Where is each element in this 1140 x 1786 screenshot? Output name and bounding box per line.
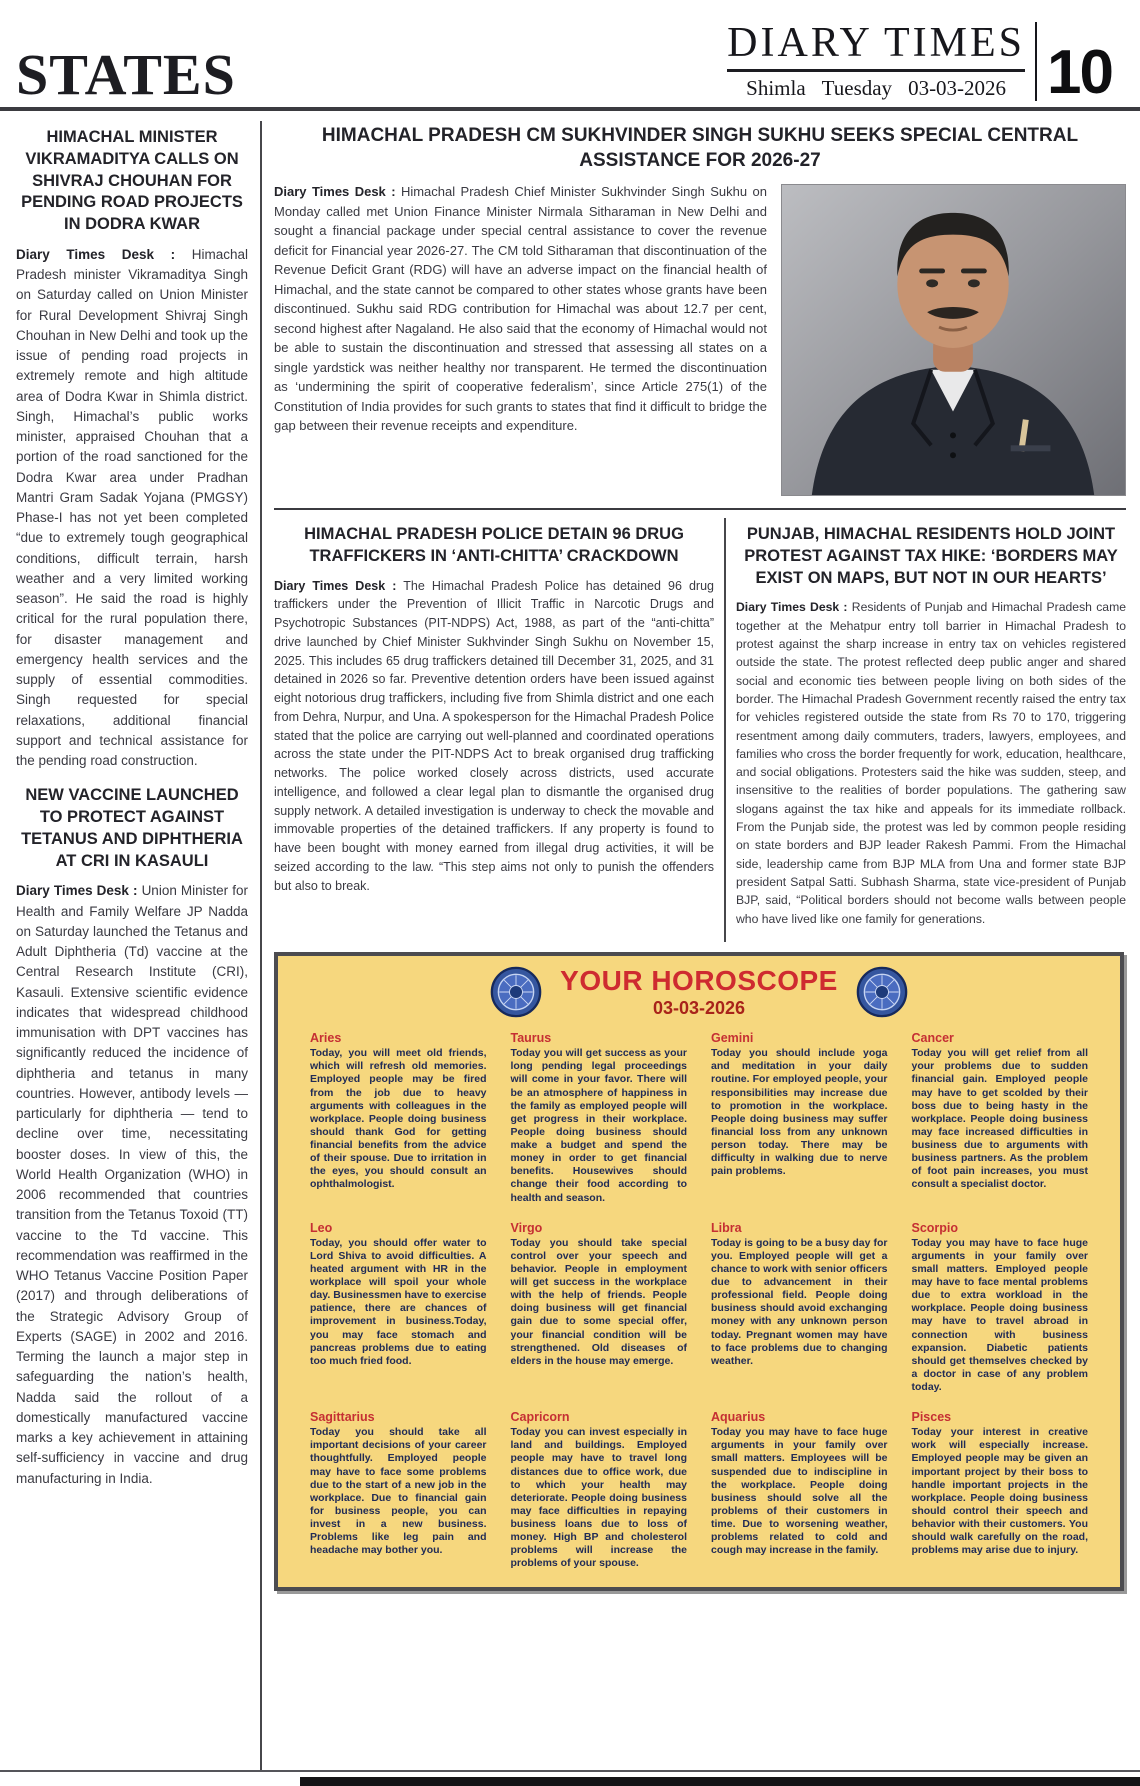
- horoscope-header: [278, 956, 1120, 1019]
- article-minister-roads: [16, 127, 248, 771]
- article-body: [16, 245, 248, 772]
- zodiac-wheel-icon: [490, 966, 542, 1018]
- sign-text: Today your interest in creative work will especially increase. Employed people may be given an important project by their boss to handle important projects in the workplace. People doing business should control their speech and behavior with their customers. You should walk carefully on the road, problems may arise due to injury.: [911, 1426, 1088, 1557]
- horoscope-title: YOUR HOROSCOPE: [560, 964, 838, 996]
- article-body: [16, 881, 248, 1489]
- sign-name: Taurus: [510, 1031, 552, 1046]
- page-footer: [0, 1770, 1140, 1786]
- sign-name: Aquarius: [711, 1410, 766, 1425]
- footer-bar: [300, 1777, 1140, 1786]
- article-body-text: Residents of Punjab and Himachal Pradesh came together at the Mehatpur entry toll barrier in Himachal Pradesh to protest against the sharp increase in entry tax on vehicles registered outside the state. The protest reflected deep public anger and shared social and economic ties between people living on both sides of the border. The Himachal Pradesh Government recently raised the entry tax for vehicles registered outside the state from Rs 70 to 170, triggering resentment among daily commuters, traders, lawyers, employees, and families who cross the border frequently for work, education, healthcare, and social obligations. Protesters said the hike was sudden, steep, and insensitive to the realities of border populations. The gathering saw slogans against the tax hike and appeals for its immediate rollback. From the Punjab side, the protest was led by common people residing on state borders and BJP leader Rakesh Pammi. From the Himachal side, leadership came from BJP MLA from Una and former state BJP president Satpal Satti. Subhash Sharma, state vice-president of Punjab BJP, said, “Political borders should not become walls between people who have lived like one family for generations.: [736, 600, 1127, 926]
- page-number-divider: [1035, 22, 1037, 101]
- article-headline: PUNJAB, HIMACHAL RESIDENTS HOLD JOINT PROTEST AGAINST TAX HIKE: ‘BORDERS MAY EXIST ON MAPS, BUT NOT IN OUR HEARTS’: [744, 525, 1118, 587]
- article-protest: [736, 518, 1126, 942]
- article-body-wrap: [274, 182, 1126, 436]
- article-headline: HIMACHAL PRADESH POLICE DETAIN 96 DRUG TRAFFICKERS IN ‘ANTI-CHITTA’ CRACKDOWN: [304, 525, 684, 565]
- horoscope-entry-capricorn: [511, 1410, 688, 1570]
- article-body-text: Himachal Pradesh minister Vikramaditya Singh on Saturday called on Union Minister for Rural Development Shivraj Singh Chouhan in New Delhi and took up the issue of pending road projects in extremely remote and high altitude area of Dodra Kwar in Shimla district. Singh, Himachal’s public works minister, appraised Chouhan that a portion of the road sanctioned for the Dodra Kwar area under Pradhan Mantri Gram Sadak Yojana (PMGSY) Phase-I has not yet been completed “due to extremely tough geographical conditions, difficult terrain, harsh weather and a very limited working season”. He said the road is highly critical for the rural population there, for disaster management and emergency health services and the supply of essential commodities. Singh requested for special relaxations, additional financial support and technical assistance for the pending road construction.: [16, 246, 248, 769]
- article-body: [736, 598, 1126, 927]
- sign-text: Today you should include yoga and meditation in your daily routine. For employed people, your responsibilities may increase due to promotion in the workplace. People doing business may suffer financial loss from any unknown person today. There may be difficulty in walking due to nerve pain problems.: [711, 1047, 888, 1178]
- sign-text: Today you will get success as your long pending legal proceedings will come in your favor. There will be an atmosphere of happiness in the family as employed people will get progress in their workplace. People doing business should make a budget and spend the money in order to get financial benefits. Housewives should change their food according to health and season.: [510, 1047, 687, 1204]
- horoscope-entry-gemini: [711, 1031, 888, 1205]
- sign-text: Today is going to be a busy day for you. Employed people will get a chance to work with senior officers due to advancement in their professional field. People doing business should avoid exchanging money with any unknown person today. Pregnant women may have to face problems due to changing weather.: [711, 1236, 888, 1367]
- lead-label: Diary Times Desk :: [16, 883, 138, 899]
- lead-label: Diary Times Desk :: [274, 578, 397, 593]
- sign-text: Today you may have to face huge arguments in your family over small matters. Employed people may have to face mental problems due to extra workload in the workplace. People doing business may have to travel abroad in connection with business expansion. Diabetic patients should get themselves checked by a doctor in case of any problem today.: [911, 1236, 1088, 1394]
- lead-label: Diary Times Desk :: [274, 184, 396, 200]
- sign-name: Pisces: [911, 1410, 952, 1425]
- page-content: [0, 111, 1140, 1770]
- footer-rule: [0, 1770, 1140, 1772]
- sign-text: Today, you should offer water to Lord Shiva to avoid difficulties. A heated argument with HR in the workplace will spoil your whole day. Businessmen have to exercise patience, there are chances of improvement in business.Today, you may face stomach and pancreas problems due to eating too much fried food.: [310, 1236, 487, 1367]
- article-police: [274, 518, 714, 942]
- sign-text: Today you can invest especially in land and buildings. Employed people may have to travel long distances due to office work, due to which your health may deteriorate. People doing business may face difficulties in repaying business loans due to loss of money. High BP and cholesterol problems will increase the problems of your spouse.: [510, 1426, 687, 1570]
- horoscope-entry-aries: [310, 1031, 487, 1205]
- dateline-city: Shimla: [746, 76, 806, 100]
- main-column: [274, 121, 1126, 1770]
- horoscope-entry-aquarius: [711, 1410, 888, 1570]
- middle-column-divider: [724, 518, 726, 942]
- lead-label: Diary Times Desk :: [736, 600, 848, 615]
- article-body-text: Union Minister for Health and Family Welfare JP Nadda on Saturday launched the Tetanus and Adult Diphtheria (Td) vaccine at the Central Research Institute (CRI), Kasauli. Extensive scientific evidence indicates that widespread childhood immunisation with DPT vaccines has significantly reduced the incidence of diphtheria and tetanus in many countries. However, antibody levels — particularly for diphtheria — tend to decline over time, necessitating booster doses. In view of this, the World Health Organization (WHO) in 2006 recommended that countries transition from the Tetanus Toxoid (TT) vaccine to the Td vaccine. This recommendation was reaffirmed in the WHO Tetanus Vaccine Position Paper (2017) and through deliberations of the Strategic Advisory Group of Experts (SAGE) in 2002 and 2016. Terming the launch a major step in safeguarding the nation’s health, Nadda said the rollout of a domestically manufactured vaccine marks a key achievement in attaining self-sufficiency in vaccine and drug manufacturing in India.: [16, 883, 248, 1486]
- horoscope-entry-leo: [310, 1221, 487, 1395]
- lead-label: Diary Times Desk :: [16, 246, 176, 262]
- horoscope-entry-virgo: [511, 1221, 688, 1395]
- page-number: 10: [1047, 38, 1112, 108]
- sign-name: Sagittarius: [310, 1410, 375, 1425]
- horoscope-entry-scorpio: [912, 1221, 1089, 1395]
- article-cm-assistance: [274, 121, 1126, 504]
- cm-photo: [781, 184, 1126, 496]
- horoscope-entry-pisces: [912, 1410, 1089, 1570]
- article-headline: HIMACHAL PRADESH CM SUKHVINDER SINGH SUKHU SEEKS SPECIAL CENTRAL ASSISTANCE FOR 2026-27: [321, 125, 1079, 172]
- brand-rule: [727, 69, 1025, 72]
- sign-name: Capricorn: [510, 1410, 570, 1425]
- article-body-text: Himachal Pradesh Chief Minister Sukhvinder Singh Sukhu on Monday called met Union Finance Minister Nirmala Sitharaman in New Delhi and sought a financial package under special central assistance to cover the revenue deficit for Financial year 2026-27. The CM told Sitharaman that discontinuation of the Revenue Deficit Grant (RDG) will have an adverse impact on the financial health of Himachal, and the state cannot be compared to other states whose grants have been discontinued. Sukhu said RDG contribution for Himachal was about 12.7 per cent, second highest after Nagaland. He also said that the economy of Himachal would not be able to sustain the discontinuation and stressed that assessing all states on a single yardstick was neither healthy nor transparent. He termed the discontinuation as ‘undermining the spirit of cooperative federalism’, since Article 275(1) of the Constitution of India provides for such grants to states that find it difficult to bridge the gap between their revenue receipts and expenditure.: [274, 184, 767, 434]
- cm-photo-illustration: [782, 185, 1125, 495]
- masthead-brand-block: [727, 20, 1112, 108]
- horoscope-entry-libra: [711, 1221, 888, 1395]
- dateline-weekday: Tuesday: [821, 76, 893, 100]
- dateline-date: 03-03-2026: [908, 76, 1007, 100]
- horoscope-grid: [278, 1019, 1120, 1586]
- sign-text: Today you may have to face huge arguments in your family over small matters. Employees will be suspended due to indiscipline in the workplace. People doing business should solve all the problems of their customers in time. Due to worsening weather, problems related to cold and cough may increase in the family.: [711, 1426, 888, 1557]
- sign-text: Today you should take all important decisions of your career thoughtfully. Employed people may have to face some problems due to the start of a new job in the workplace. Due to financial gain for business people, you can invest in a new business. Problems like leg pain and headache may bother you.: [310, 1426, 487, 1557]
- article-headline: HIMACHAL MINISTER VIKRAMADITYA CALLS ON SHIVRAJ CHOUHAN FOR PENDING ROAD PROJECTS IN DODRA KWAR: [21, 128, 243, 234]
- horoscope-box: [274, 952, 1124, 1591]
- left-column: [16, 121, 248, 1770]
- masthead: [0, 0, 1140, 107]
- sign-name: Libra: [711, 1220, 742, 1235]
- sign-name: Aries: [310, 1031, 342, 1046]
- section-title: STATES: [16, 41, 236, 107]
- article-body: [274, 577, 714, 896]
- article-vaccine: [16, 785, 248, 1489]
- section-divider-rule: [274, 508, 1126, 510]
- sign-name: Scorpio: [911, 1220, 959, 1235]
- horoscope-entry-taurus: [511, 1031, 688, 1205]
- sign-text: Today you will get relief from all your problems due to sudden financial gain. Employed people may have to get scolded by their boss due to being hasty in the workplace. People doing business may face increased difficulties in business due to arguments with business partners. As the problem of foot pain increases, you must consult a specialist doctor.: [911, 1047, 1088, 1191]
- zodiac-wheel-icon: [856, 966, 908, 1018]
- article-body-text: The Himachal Pradesh Police has detained 96 drug traffickers under the Prevention of Illicit Traffic in Narcotic Drugs and Psychotropic Substances (PIT-NDPS) Act, 1988, as part of the “anti-chitta” drive launched by Chief Minister Sukhvinder Singh Sukhu on November 15, 2025. This includes 65 drug traffickers detained till December 31, 2025, and 31 detained in 2026 so far. Preventive detention orders have been issued against eight notorious drug traffickers, including five from Shimla district and one each from Dehra, Nurpur, and Una. A spokesperson for the Himachal Pradesh Police stated that the police are carrying out well-planned and coordinated operations across the state under the PIT-NDPS Act to break organised drug trafficking networks. The police worked closely across districts, used accurate intelligence, and followed a clear legal plan to dismantle the organised drug supply network. A detailed investigation is underway to check the movable and immovable properties of the detained traffickers. If any property is found to have been bought with money earned from illegal drug activities, it will be seized according to the law. “This step aims not only to punish the offenders but also to break.: [274, 578, 715, 893]
- paper-name: DIARY TIMES: [727, 20, 1026, 66]
- sign-text: Today, you will meet old friends, which will refresh old memories. Employed people may be fired from the job due to heavy arguments with colleagues in the workplace. People doing business should thank God for getting financial benefits from the advice of their spouse. Due to irritation in the eyes, you should consult an ophthalmologist.: [310, 1047, 487, 1191]
- horoscope-entry-sagittarius: [310, 1410, 487, 1570]
- horoscope-title-block: [560, 966, 838, 1019]
- sign-name: Gemini: [711, 1031, 754, 1046]
- article-headline: NEW VACCINE LAUNCHED TO PROTECT AGAINST TETANUS AND DIPHTHERIA AT CRI IN KASAULI: [21, 786, 243, 870]
- left-column-divider: [260, 121, 262, 1770]
- sign-name: Virgo: [510, 1220, 543, 1235]
- horoscope-entry-cancer: [912, 1031, 1089, 1205]
- sign-name: Cancer: [911, 1031, 954, 1046]
- dateline: [746, 76, 1006, 101]
- brand: [727, 22, 1025, 101]
- lower-columns: [274, 518, 1126, 942]
- sign-name: Leo: [310, 1220, 333, 1235]
- sign-text: Today you should take special control over your speech and behavior. People in employment will get success in the workplace with the help of friends. People doing business will get financial gain due to some special offer, your financial condition will be strengthened. Old diseases of elders in the house may emerge.: [510, 1236, 687, 1367]
- horoscope-date: 03-03-2026: [652, 998, 746, 1019]
